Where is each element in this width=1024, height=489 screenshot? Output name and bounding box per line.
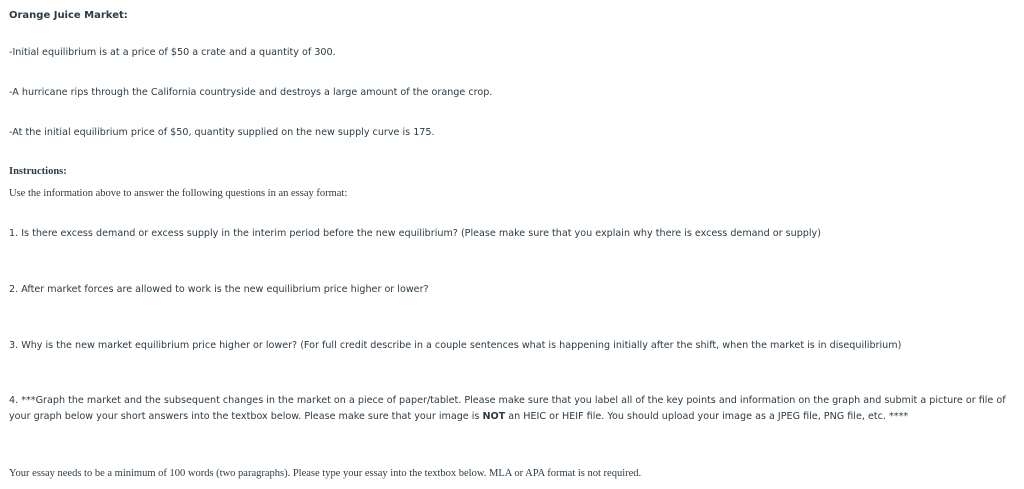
question-4-text-start: 4. ***Graph the market and the subsequent changes in the market on a piece of paper/tablet. Please make sure that you label all of the key points and information on the graph and submit a picture or file of your graph below your short answers into the textbox below. Please make sure that your image is <box>9 395 1006 422</box>
essay-requirement-note: Your essay needs to be a minimum of 100 words (two paragraphs). Please type your essay into the textbox below. MLA or APA format is not required. <box>9 468 642 479</box>
question-3: 3. Why is the new market equilibrium price higher or lower? (For full credit describe in a couple sentences what is happening initially after the shift, when the market is in disequilibrium) <box>9 340 902 351</box>
instructions-heading: Instructions: <box>9 166 67 177</box>
question-4-emphasis: NOT <box>482 411 506 422</box>
question-1: 1. Is there excess demand or excess supply in the interim period before the new equilibrium? (Please make sure that you explain why there is excess demand or supply) <box>9 228 821 239</box>
page-title: Orange Juice Market: <box>9 10 128 21</box>
question-2: 2. After market forces are allowed to work is the new equilibrium price higher or lower? <box>9 284 429 295</box>
fact-initial-equilibrium: -Initial equilibrium is at a price of $50 a crate and a quantity of 300. <box>9 47 336 58</box>
question-4 <box>9 393 1016 425</box>
question-4-text-end: an HEIC or HEIF file. You should upload your image as a JPEG file, PNG file, etc. **** <box>505 411 909 422</box>
fact-new-supply: -At the initial equilibrium price of $50, quantity supplied on the new supply curve is 175. <box>9 127 435 138</box>
instructions-text: Use the information above to answer the following questions in an essay format: <box>9 188 348 199</box>
fact-hurricane: -A hurricane rips through the California countryside and destroys a large amount of the orange crop. <box>9 87 493 98</box>
